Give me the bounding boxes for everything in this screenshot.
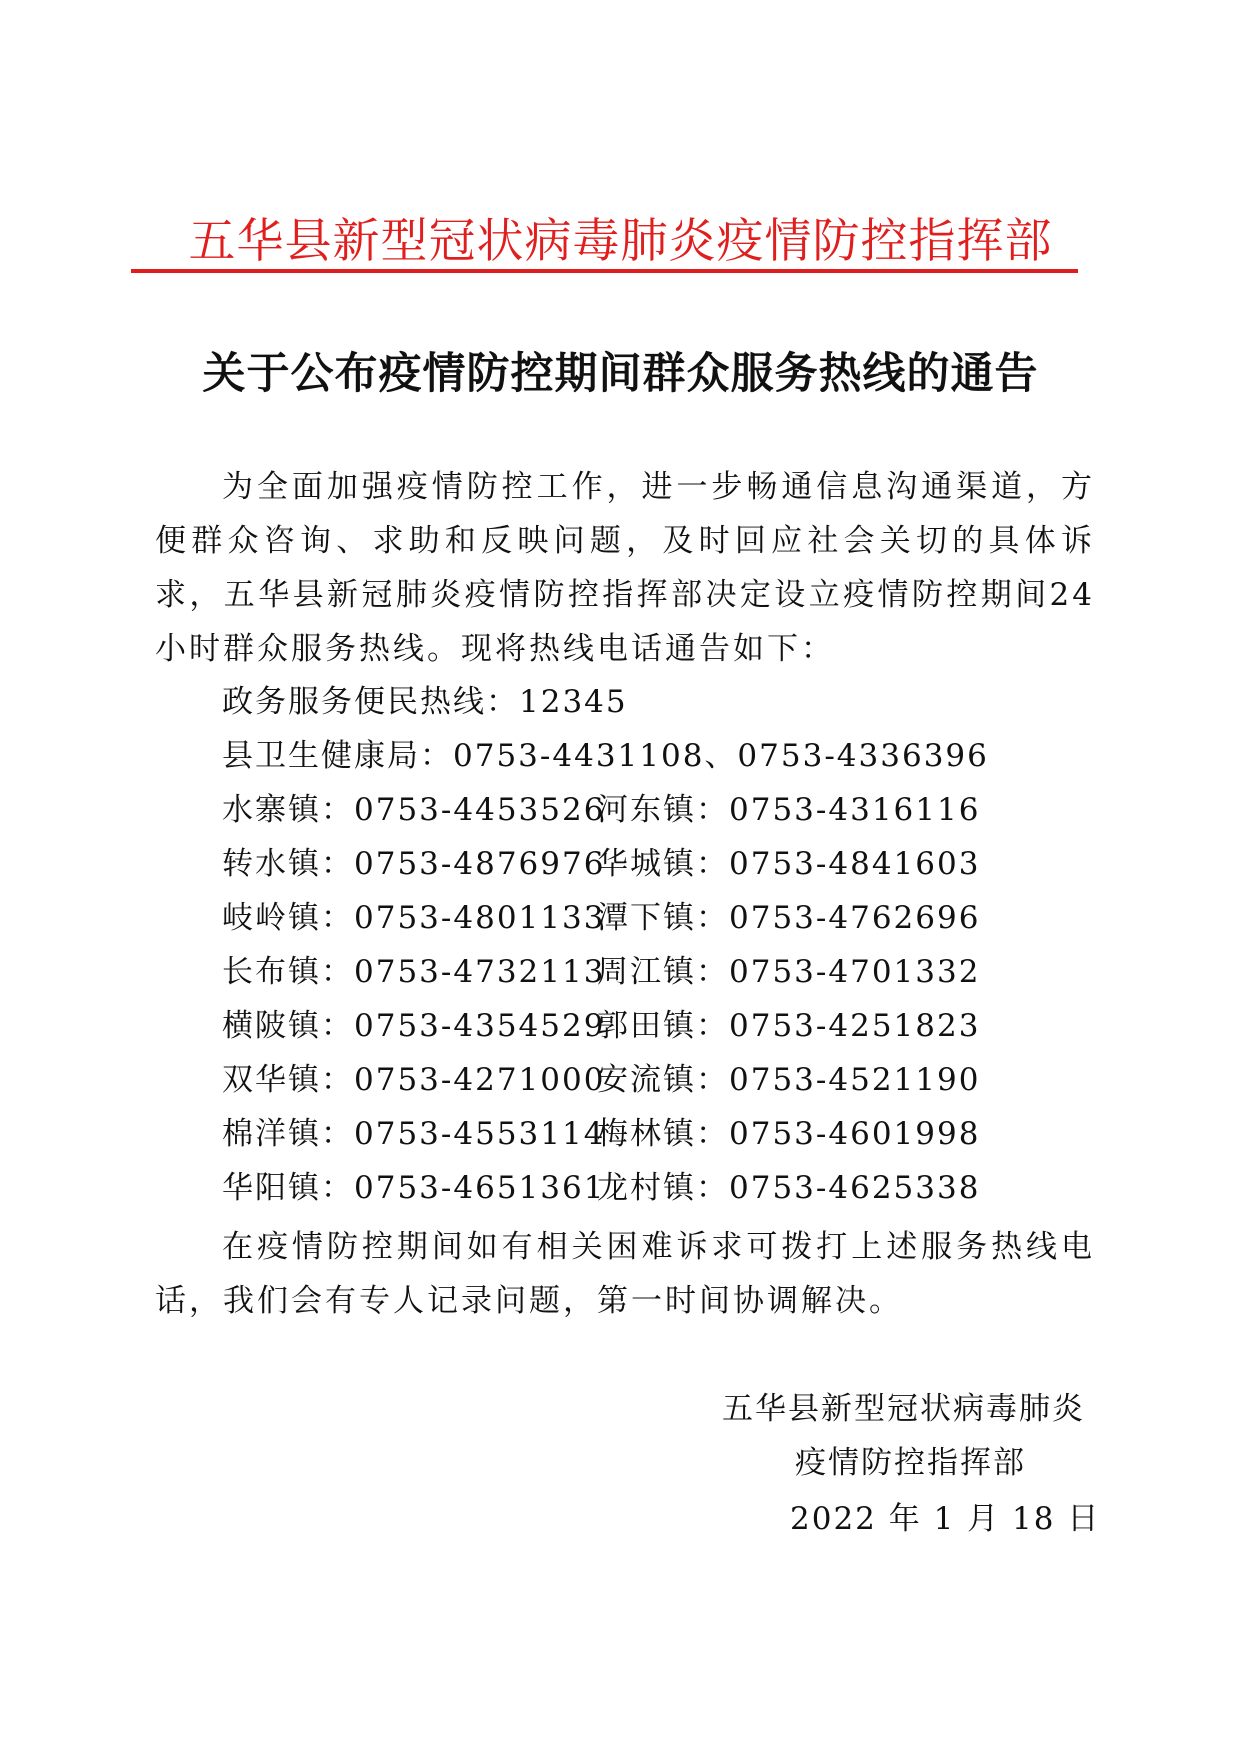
town-hotline: 长布镇：0753-4732113 <box>222 954 606 990</box>
town-row <box>222 837 1022 891</box>
town-row <box>222 1161 1022 1215</box>
town-hotline: 梅林镇：0753-4601998 <box>597 1116 981 1152</box>
town-row <box>222 945 1022 999</box>
town-hotline: 周江镇：0753-4701332 <box>597 954 981 990</box>
town-hotline: 河东镇：0753-4316116 <box>597 792 981 828</box>
town-hotline: 横陂镇：0753-4354529 <box>222 1008 606 1044</box>
closing-paragraph: 在疫情防控期间如有相关困难诉求可拨打上述服务热线电话，我们会有专人记录问题，第一时间协调解决。 <box>155 1229 1095 1319</box>
town-hotline: 华阳镇：0753-4651361 <box>222 1170 606 1206</box>
town-row <box>222 1053 1022 1107</box>
org-header-title: 五华县新型冠状病毒肺炎疫情防控指挥部 <box>188 214 1053 269</box>
town-hotline: 岐岭镇：0753-4801133 <box>222 900 606 936</box>
town-row <box>222 999 1022 1053</box>
town-row <box>222 1107 1022 1161</box>
town-hotline: 龙村镇：0753-4625338 <box>597 1170 981 1206</box>
town-hotline: 郭田镇：0753-4251823 <box>597 1008 981 1044</box>
notice-title: 关于公布疫情防控期间群众服务热线的通告 <box>202 349 1039 399</box>
town-hotline: 华城镇：0753-4841603 <box>597 846 981 882</box>
hotline-gov: 政务服务便民热线：12345 <box>222 684 628 720</box>
town-hotline: 转水镇：0753-4876976 <box>222 846 606 882</box>
signature-org-line2: 疫情防控指挥部 <box>795 1445 1026 1481</box>
signature-org-line1: 五华县新型冠状病毒肺炎 <box>722 1391 1085 1427</box>
town-row <box>222 783 1022 837</box>
signature-date: 2022 年 1 月 18 日 <box>790 1501 1101 1537</box>
intro-paragraph: 为全面加强疫情防控工作，进一步畅通信息沟通渠道，方便群众咨询、求助和反映问题，及时回应社会关切的具体诉求，五华县新冠肺炎疫情防控指挥部决定设立疫情防控期间24小时群众服务热线。现将热线电话通告如下： <box>155 469 1095 667</box>
town-hotline: 潭下镇：0753-4762696 <box>597 900 981 936</box>
town-hotline: 水寨镇：0753-4453526 <box>222 792 606 828</box>
town-hotline: 双华镇：0753-4271000 <box>222 1062 606 1098</box>
town-hotline: 安流镇：0753-4521190 <box>597 1062 981 1098</box>
town-row <box>222 891 1022 945</box>
town-hotline: 棉洋镇：0753-4553114 <box>222 1116 606 1152</box>
red-header-rule <box>131 269 1078 273</box>
hotline-health: 县卫生健康局：0753-4431108、0753-4336396 <box>222 738 989 774</box>
